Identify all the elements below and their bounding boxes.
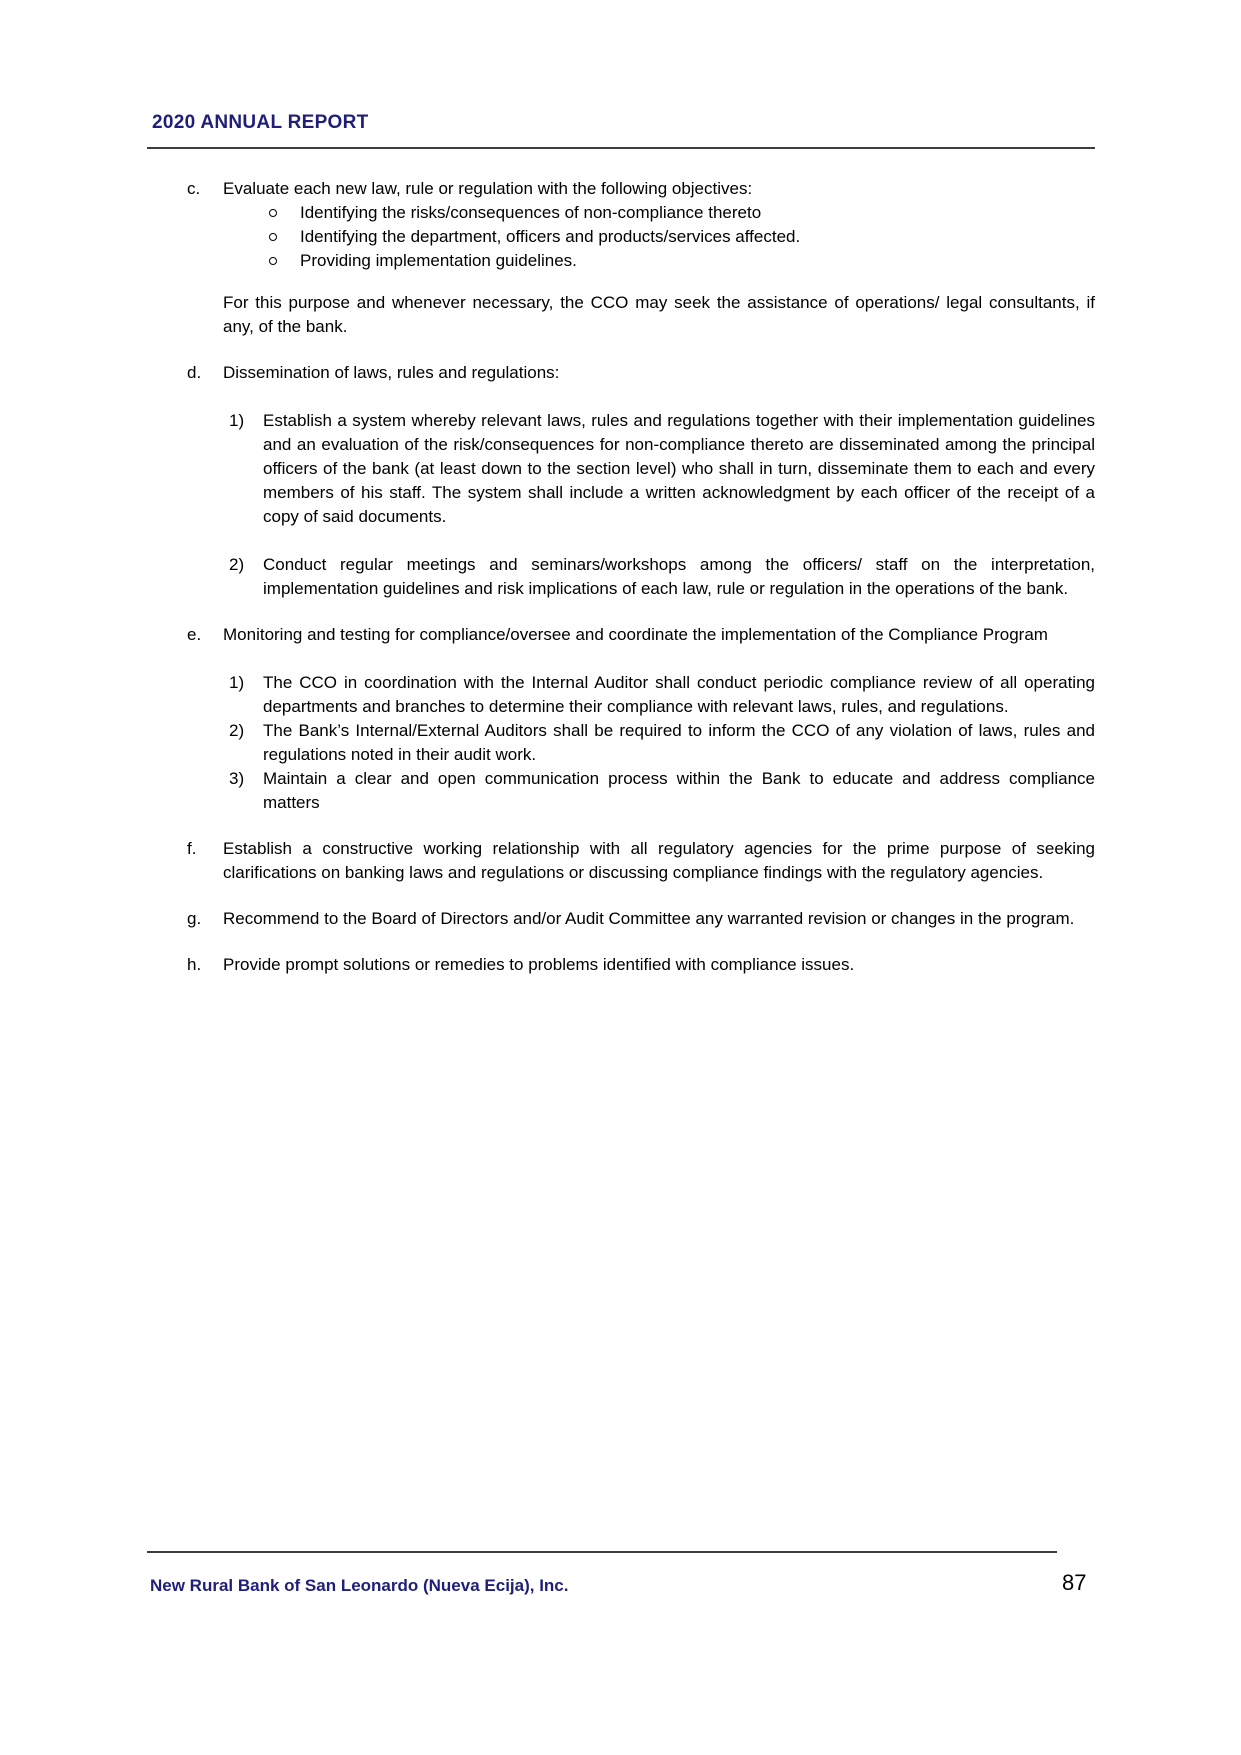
continuation-paragraph: For this purpose and whenever necessary, the CCO may seek the assistance of operations/ legal consultants, if any, of the bank. — [223, 293, 1095, 336]
item-label: d. — [187, 363, 202, 382]
numbered-item — [147, 719, 1095, 767]
numbered-item — [147, 553, 1095, 601]
item-text: Monitoring and testing for compliance/oversee and coordinate the implementation of the Compliance Program — [223, 625, 1048, 644]
list-item-g — [147, 907, 1095, 931]
list-item-row — [147, 953, 1095, 977]
bullet-text: Identifying the department, officers and products/services affected. — [300, 227, 801, 246]
item-text: Recommend to the Board of Directors and/or Audit Committee any warranted revision or changes in the program. — [223, 909, 1075, 928]
numbered-text: Conduct regular meetings and seminars/workshops among the officers/ staff on the interpretation, implementation guidelines and risk implications of each law, rule or regulation in the operations of the bank. — [263, 555, 1095, 598]
list-item-row — [147, 177, 1095, 201]
document-body — [147, 177, 1095, 977]
page-number: 87 — [1062, 1570, 1087, 1595]
list-item-d — [147, 361, 1095, 601]
list-item-h — [147, 953, 1095, 977]
item-label: c. — [187, 179, 201, 198]
footer-rule — [147, 1551, 1057, 1553]
list-item-row — [147, 907, 1095, 931]
numbered-list — [147, 409, 1095, 601]
numbered-item — [147, 767, 1095, 815]
bullet-text: Providing implementation guidelines. — [300, 251, 577, 270]
numbered-marker: 2) — [229, 721, 245, 740]
bullet-circle-icon — [267, 225, 300, 249]
item-label: h. — [187, 955, 202, 974]
numbered-text: The Bank’s Internal/External Auditors shall be required to inform the CCO of any violation of laws, rules and regulations noted in their audit work. — [263, 721, 1095, 764]
numbered-list — [147, 671, 1095, 815]
bullet-item — [147, 225, 1095, 249]
item-text: Evaluate each new law, rule or regulation with the following objectives: — [223, 179, 753, 198]
item-label: e. — [187, 625, 202, 644]
numbered-marker: 2) — [229, 555, 245, 574]
item-text: Dissemination of laws, rules and regulations: — [223, 363, 560, 382]
bullet-item — [147, 249, 1095, 273]
item-label: g. — [187, 909, 202, 928]
numbered-item — [147, 409, 1095, 529]
numbered-marker: 1) — [229, 411, 245, 430]
bullet-list — [147, 201, 1095, 273]
bullet-item — [147, 201, 1095, 225]
numbered-marker: 1) — [229, 673, 245, 692]
numbered-marker: 3) — [229, 769, 245, 788]
numbered-item — [147, 671, 1095, 719]
numbered-text: Establish a system whereby relevant laws, rules and regulations together with their implementation guidelines and an evaluation of the risk/consequences for non-compliance thereto are disseminated among the principal officers of the bank (at least down to the section level) who shall in turn, disseminate them to each and every members of his staff. The system shall include a written acknowledgment by each officer of the receipt of a copy of said documents. — [263, 411, 1095, 526]
list-item-row — [147, 623, 1095, 647]
bullet-circle-icon — [267, 201, 300, 225]
list-item-e — [147, 623, 1095, 815]
list-item-c — [147, 177, 1095, 339]
item-text: Provide prompt solutions or remedies to problems identified with compliance issues. — [223, 955, 855, 974]
numbered-text: The CCO in coordination with the Internal Auditor shall conduct periodic compliance review of all operating departments and branches to determine their compliance with relevant laws, rules, and regulations. — [263, 673, 1095, 716]
item-label: f. — [187, 839, 197, 858]
report-title: 2020 ANNUAL REPORT — [152, 112, 369, 133]
list-item-f — [147, 837, 1095, 885]
list-item-row — [147, 361, 1095, 385]
header-rule — [147, 147, 1095, 149]
bullet-circle-icon — [267, 249, 300, 273]
numbered-text: Maintain a clear and open communication process within the Bank to educate and address compliance matters — [263, 769, 1095, 812]
bullet-text: Identifying the risks/consequences of non-compliance thereto — [300, 203, 762, 222]
bank-name: New Rural Bank of San Leonardo (Nueva Ecija), Inc. — [150, 1576, 569, 1595]
item-text: Establish a constructive working relationship with all regulatory agencies for the prime purpose of seeking clarifications on banking laws and regulations or discussing compliance findings with the regulatory agencies. — [223, 839, 1095, 882]
list-item-row — [147, 837, 1095, 885]
